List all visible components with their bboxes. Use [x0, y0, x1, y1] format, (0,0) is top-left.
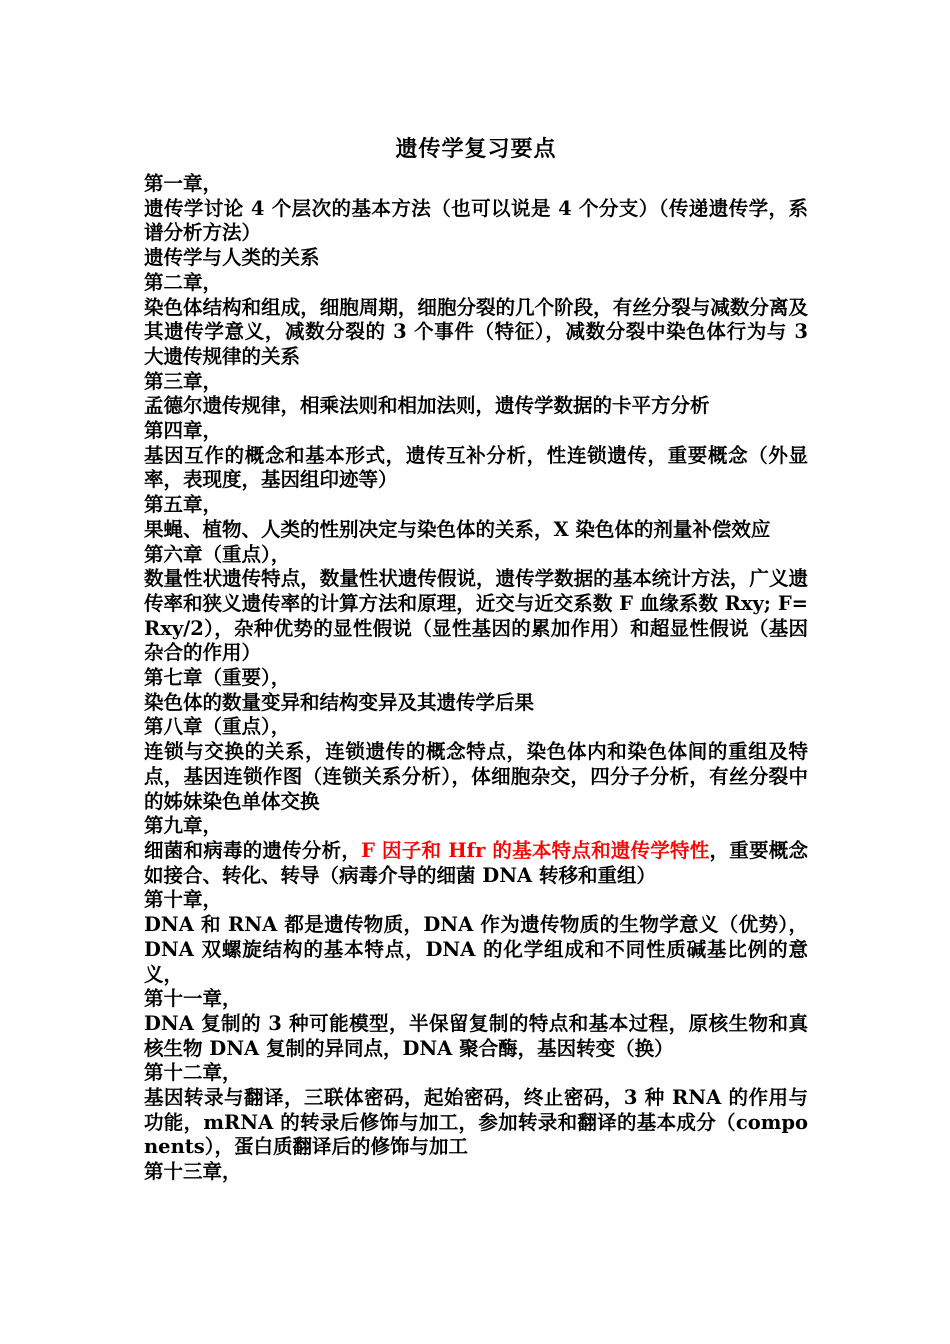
chapter-1-paragraph-1: 遗传学讨论 4 个层次的基本方法（也可以说是 4 个分支）（传递遗传学，系谱分析方法）: [144, 196, 808, 245]
chapter-12-heading: 第十二章，: [144, 1061, 242, 1085]
document-title: 遗传学复习要点: [395, 136, 557, 162]
chapter-7-heading: 第七章（重要），: [144, 666, 291, 690]
chapter-3-heading: 第三章，: [144, 369, 223, 393]
chapter-8-heading: 第八章（重点），: [144, 715, 291, 739]
document-page: [144, 132, 808, 1185]
chapter-2-paragraph-1: 染色体结构和组成，细胞周期，细胞分裂的几个阶段，有丝分裂与减数分离及其遗传学意义，减数分裂的 3 个事件（特征），减数分裂中染色体行为与 3 大遗传规律的关系: [144, 295, 808, 368]
chapter-9-paragraph-1: [144, 839, 808, 888]
chapter-11-paragraph-1: DNA 复制的 3 种可能模型，半保留复制的特点和基本过程，原核生物和真核生物 DNA 复制的异同点，DNA 聚合酶，基因转变（换）: [144, 1011, 808, 1060]
chapter-5-paragraph-1: 果蝇、植物、人类的性别决定与染色体的关系，X 染色体的剂量补偿效应: [144, 517, 771, 541]
chapter-6-heading: 第六章（重点），: [144, 542, 291, 566]
chapter-1-paragraph-2: 遗传学与人类的关系: [144, 246, 320, 270]
chapter-6-paragraph-1: 数量性状遗传特点，数量性状遗传假说，遗传学数据的基本统计方法，广义遗传率和狭义遗传率的计算方法和原理，近交与近交系数 F 血缘系数 Rxy; F=Rxy/2），杂种优势的显性假说（显性基因的累加作用）和超显性假说（基因杂合的作用）: [144, 567, 808, 665]
chapter-3-paragraph-1: 孟德尔遗传规律，相乘法则和相加法则，遗传学数据的卡平方分析: [144, 394, 710, 418]
chapter-7-paragraph-1: 染色体的数量变异和结构变异及其遗传学后果: [144, 690, 535, 714]
chapter-13-heading: 第十三章，: [144, 1160, 242, 1184]
chapter-11-heading: 第十一章，: [144, 987, 242, 1011]
chapter-2-heading: 第二章，: [144, 270, 223, 294]
chapter-9-highlighted-text: F 因子和 Hfr 的基本特点和遗传学特性: [361, 838, 710, 862]
chapter-5-heading: 第五章，: [144, 493, 223, 517]
chapter-9-heading: 第九章，: [144, 814, 223, 838]
chapter-9-text-after-highlight: ，重要概念如接合、转化、转导（病毒介导的细菌 DNA 转移和重组）: [144, 838, 808, 887]
chapter-9-text-before-highlight: 细菌和病毒的遗传分析，: [144, 838, 362, 862]
chapter-10-heading: 第十章，: [144, 888, 223, 912]
chapter-4-paragraph-1: 基因互作的概念和基本形式，遗传互补分析，性连锁遗传，重要概念（外显率，表现度，基因组印迹等）: [144, 443, 808, 492]
chapter-10-paragraph-1: DNA 和 RNA 都是遗传物质，DNA 作为遗传物质的生物学意义（优势），DNA 双螺旋结构的基本特点，DNA 的化学组成和不同性质碱基比例的意义，: [144, 913, 808, 986]
chapter-12-paragraph-1: 基因转录与翻译，三联体密码，起始密码，终止密码，3 种 RNA 的作用与功能，mRNA 的转录后修饰与加工，参加转录和翻译的基本成分（components），蛋白质翻译后的修饰与加工: [144, 1086, 808, 1159]
chapter-4-heading: 第四章，: [144, 419, 223, 443]
chapter-1-heading: 第一章，: [144, 172, 223, 195]
chapter-8-paragraph-1: 连锁与交换的关系，连锁遗传的概念特点，染色体内和染色体间的重组及特点，基因连锁作图（连锁关系分析），体细胞杂交，四分子分析，有丝分裂中的姊妹染色单体交换: [144, 740, 808, 813]
